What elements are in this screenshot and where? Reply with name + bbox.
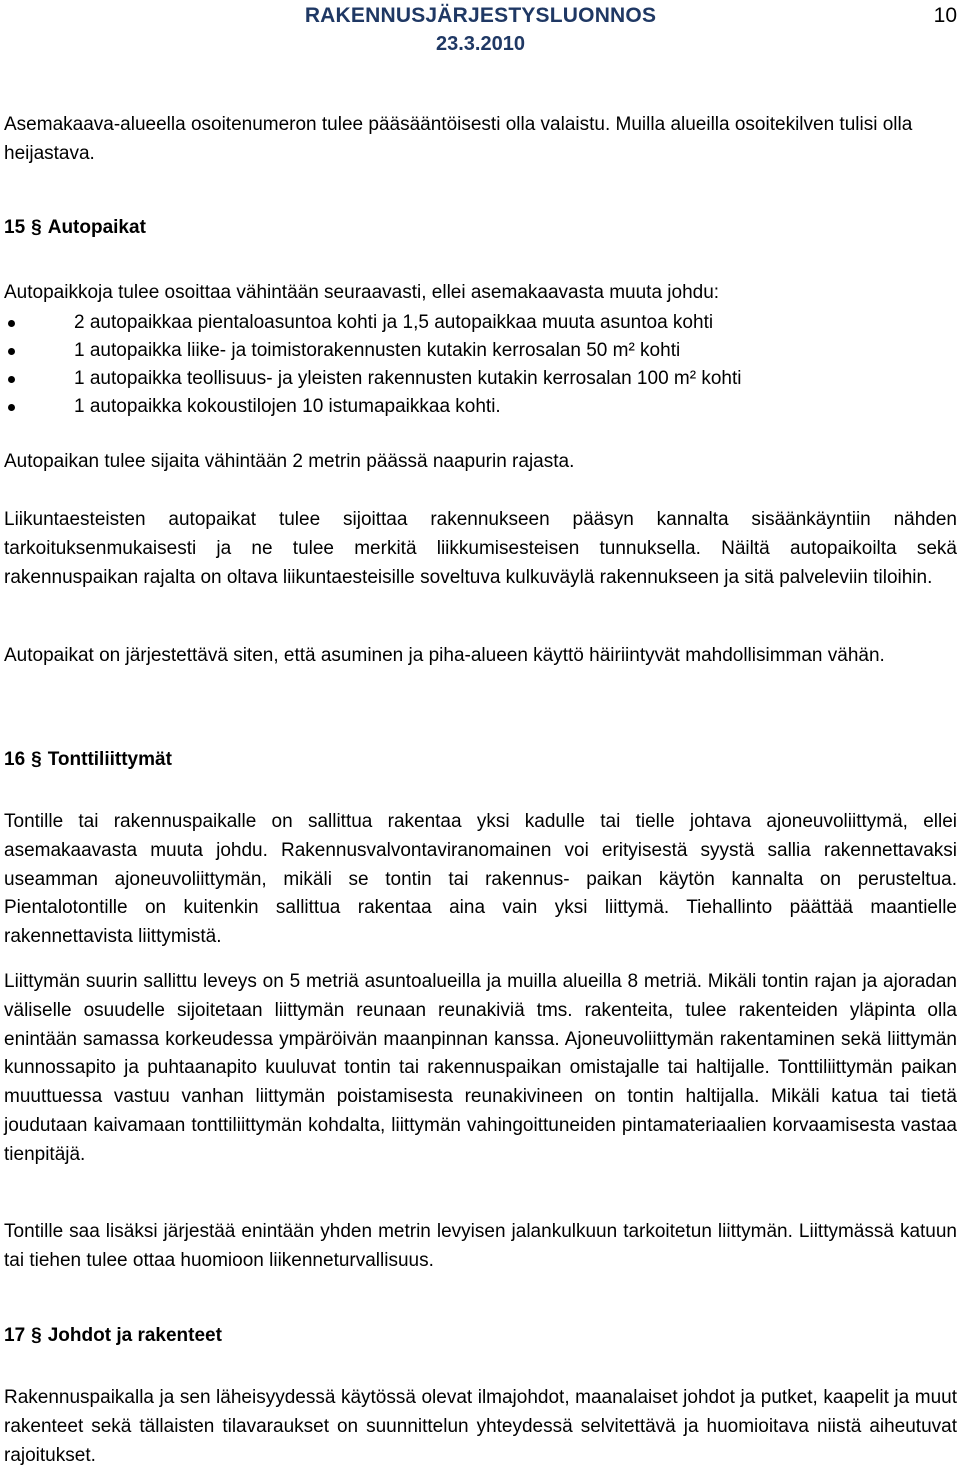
intro-paragraph: Asemakaava-alueella osoitenumeron tulee pääsääntöisesti olla valaistu. Muilla alueilla osoitekilven tulisi olla heijastava. [4, 114, 913, 164]
section-title: Tonttiliittymät [47, 749, 172, 770]
paragraph: Tontille tai rakennuspaikalle on sallittua rakentaa yksi kadulle tai tielle johtava ajoneuvoliittymä, ellei asemakaavasta muuta johdu. Rakennusvalvontaviranomainen voi erityisestä syystä sallia rakennettavaksi useamman ajoneuvoliittymän, mikäli se tontin tai rakennus- paikan käytön kannalta on perusteltua. Pientalotontille on kuitenkin sallittua rakentaa aina vain yksi liittymä. Tiehallinto päättää maantielle rakennettavista liittymistä. [4, 811, 957, 948]
section-heading-16 [4, 746, 957, 775]
section-title: Autopaikat [47, 217, 146, 238]
bullet-icon [8, 376, 15, 383]
paragraph: Autopaikan tulee sijaita vähintään 2 metrin päässä naapurin rajasta. [4, 451, 575, 472]
page-header [4, 4, 957, 58]
section-number: 16 [4, 749, 26, 770]
bullet-icon [8, 348, 15, 355]
paragraph: Autopaikat on järjestettävä siten, että asuminen ja piha-alueen käyttö häiriintyvät mahdollisimman vähän. [4, 645, 885, 666]
section-number: 15 [4, 217, 26, 238]
paragraph: Rakennuspaikalla ja sen läheisyydessä käytössä olevat ilmajohdot, maanalaiset johdot ja putket, kaapelit ja muut rakenteet sekä tällaisten tilavaraukset on suunnittelun yhteydessä selvitettävä ja huomioitava niistä aiheutuvat rajoitukset. [4, 1387, 957, 1466]
list-item: 1 autopaikka teollisuus- ja yleisten rakennusten kutakin kerrosalan 100 m² kohti [4, 365, 957, 393]
section-symbol: § [31, 1325, 42, 1346]
section-symbol: § [31, 749, 42, 770]
bullet-icon [8, 404, 15, 411]
paragraph: Liittymän suurin sallittu leveys on 5 metriä asuntoalueilla ja muilla alueilla 8 metriä. Mikäli tontin rajan ja ajoradan väliselle osuudelle sijoitetaan liittymän reunaan reunakiviä tms. rakenteita, tulee rakenteiden yläpinta olla enintään samassa korkeudessa ympäröivän maanpinnan kanssa. Ajoneuvoliittymän rakentaminen sekä liittymän kunnossapito ja puhtaanapito kuuluvat tontin tai rakennuspaikan omistajalle tai haltijalle. Tonttiliittymän paikan muuttuessa vastuu vanhan liittymän poistamisesta reunakivineen on tontin haltijalla. Mikäli katua tai tietä joudutaan kaivamaan tonttiliittymän kohdalta, liittymän vahingoittuneiden pintamateriaalien korvaamisesta vastaa tienpitäjä. [4, 971, 957, 1165]
section-title: Johdot ja rakenteet [47, 1325, 222, 1346]
section-heading-15 [4, 214, 957, 243]
page-number: 10 [933, 4, 957, 27]
list-item: 2 autopaikkaa pientaloasuntoa kohti ja 1,5 autopaikkaa muuta asuntoa kohti [4, 309, 957, 337]
paragraph: Liikuntaesteisten autopaikat tulee sijoittaa rakennukseen pääsyn kannalta sisäänkäyntiin nähden tarkoituksenmukaisesti ja ne tulee merkitä liikkumisesteisen tunnuksella. Näiltä autopaikoilta sekä rakennuspaikan rajalta on oltava liikuntaesteisille soveltuva kulkuväylä rakennukseen ja sitä palveleviin tiloihin. [4, 509, 957, 588]
section-lead: Autopaikkoja tulee osoittaa vähintään seuraavasti, ellei asemakaavasta muuta johdu: [4, 282, 720, 303]
list-item: 1 autopaikka kokoustilojen 10 istumapaikkaa kohti. [4, 393, 957, 421]
section-heading-17 [4, 1322, 957, 1351]
document-date: 23.3.2010 [436, 33, 525, 55]
paragraph: Tontille saa lisäksi järjestää enintään yhden metrin levyisen jalankulkuun tarkoitetun liittymän. Liittymässä katuun tai tiehen tulee ottaa huomioon liikenneturvallisuus. [4, 1221, 957, 1271]
section-symbol: § [31, 217, 42, 238]
list-item: 1 autopaikka liike- ja toimistorakennusten kutakin kerrosalan 50 m² kohti [4, 337, 957, 365]
bullet-list [4, 309, 957, 421]
document-title: RAKENNUSJÄRJESTYSLUONNOS [304, 4, 657, 27]
section-number: 17 [4, 1325, 26, 1346]
bullet-icon [8, 320, 15, 327]
